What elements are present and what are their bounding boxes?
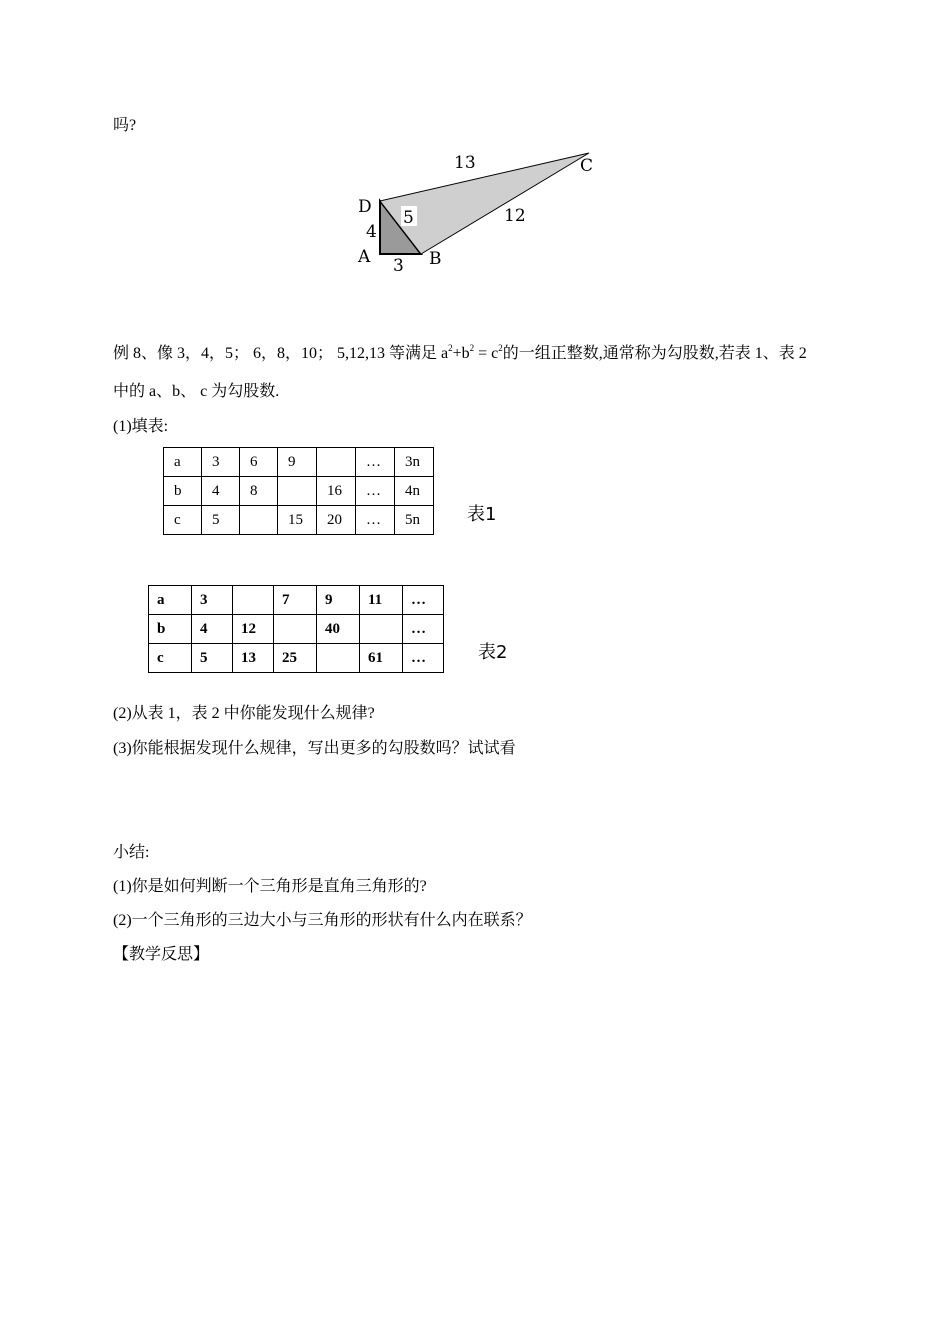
example-8-line-2: 中的 a、b、 c 为勾股数.	[113, 383, 280, 400]
side-label-ab: 3	[393, 256, 404, 276]
superscript-c: 2	[498, 343, 503, 353]
table-cell: …	[356, 448, 395, 477]
table-row	[149, 644, 444, 673]
superscript-a: 2	[448, 343, 453, 353]
table-cell: 12	[233, 615, 274, 644]
table-cell: 4	[192, 615, 233, 644]
table-cell: 13	[233, 644, 274, 673]
table-cell: 15	[278, 506, 317, 535]
example-8-line-1	[113, 344, 807, 364]
table-cell: 5	[192, 644, 233, 673]
table-row	[164, 477, 434, 506]
question-fill-table: (1)填表:	[113, 418, 169, 435]
table-2-caption: 表2	[478, 642, 508, 663]
right-triangle-figure	[340, 140, 620, 280]
table-cell: 20	[317, 506, 356, 535]
table-cell	[274, 615, 317, 644]
table-row	[164, 448, 434, 477]
table-cell: c	[149, 644, 192, 673]
vertex-label-a: A	[358, 247, 371, 267]
table-cell	[360, 615, 403, 644]
table-cell: …	[403, 615, 444, 644]
summary-question-1: (1)你是如何判断一个三角形是直角三角形的?	[113, 878, 427, 895]
vertex-label-b: B	[429, 249, 442, 269]
table-cell: 25	[274, 644, 317, 673]
side-label-da: 4	[366, 222, 377, 242]
table-cell: a	[149, 586, 192, 615]
table-cell: 61	[360, 644, 403, 673]
table-cell: 9	[317, 586, 360, 615]
side-label-bc: 12	[504, 206, 526, 226]
table-cell: …	[356, 506, 395, 535]
table-cell: 9	[278, 448, 317, 477]
table-row	[164, 506, 434, 535]
table-cell: 11	[360, 586, 403, 615]
table-2	[148, 585, 444, 673]
superscript-b: 2	[469, 343, 475, 353]
example-8-tail: 的一组正整数,通常称为勾股数,若表 1、表 2	[502, 345, 807, 362]
side-label-dc: 13	[454, 153, 476, 173]
table-cell: …	[356, 477, 395, 506]
table-cell: 3	[192, 586, 233, 615]
table-cell: b	[164, 477, 202, 506]
table-1	[163, 447, 434, 535]
table-cell	[317, 448, 356, 477]
triangle-dbc	[380, 153, 589, 254]
vertex-label-d: D	[358, 197, 372, 217]
table-row	[149, 586, 444, 615]
table-cell: 40	[317, 615, 360, 644]
table-cell	[278, 477, 317, 506]
table-cell: 3	[202, 448, 240, 477]
table-cell: 16	[317, 477, 356, 506]
example-8-lead: 例 8、像 3，4，5； 6，8，10； 5,12,13 等满足 a	[113, 345, 449, 362]
table-cell	[233, 586, 274, 615]
table-cell: …	[403, 586, 444, 615]
summary-question-2: (2)一个三角形的三边大小与三角形的形状有什么内在联系？	[113, 912, 532, 929]
table-cell: 4	[202, 477, 240, 506]
table-cell: 5	[202, 506, 240, 535]
table-cell: 5n	[395, 506, 434, 535]
table-cell: b	[149, 615, 192, 644]
vertex-label-c: C	[580, 156, 594, 176]
table-1-caption: 表1	[467, 504, 497, 525]
intro-fragment: 吗?	[113, 117, 137, 134]
summary-title: 小结:	[113, 844, 150, 861]
table-cell	[317, 644, 360, 673]
table-cell: …	[403, 644, 444, 673]
table-cell: 7	[274, 586, 317, 615]
question-find-pattern: (2)从表 1，表 2 中你能发现什么规律?	[113, 705, 375, 722]
example-8-eq-c: = c	[474, 345, 499, 362]
table-cell: a	[164, 448, 202, 477]
table-cell: c	[164, 506, 202, 535]
table-cell: 6	[240, 448, 278, 477]
example-8-plus-b: +b	[452, 345, 470, 362]
question-more-triples: (3)你能根据发现什么规律，写出更多的勾股数吗？试试看	[113, 740, 516, 757]
table-cell	[240, 506, 278, 535]
table-cell: 8	[240, 477, 278, 506]
side-label-db: 5	[403, 208, 414, 228]
table-cell: 4n	[395, 477, 434, 506]
table-row	[149, 615, 444, 644]
teaching-reflection-heading: 【教学反思】	[113, 946, 210, 963]
table-cell: 3n	[395, 448, 434, 477]
